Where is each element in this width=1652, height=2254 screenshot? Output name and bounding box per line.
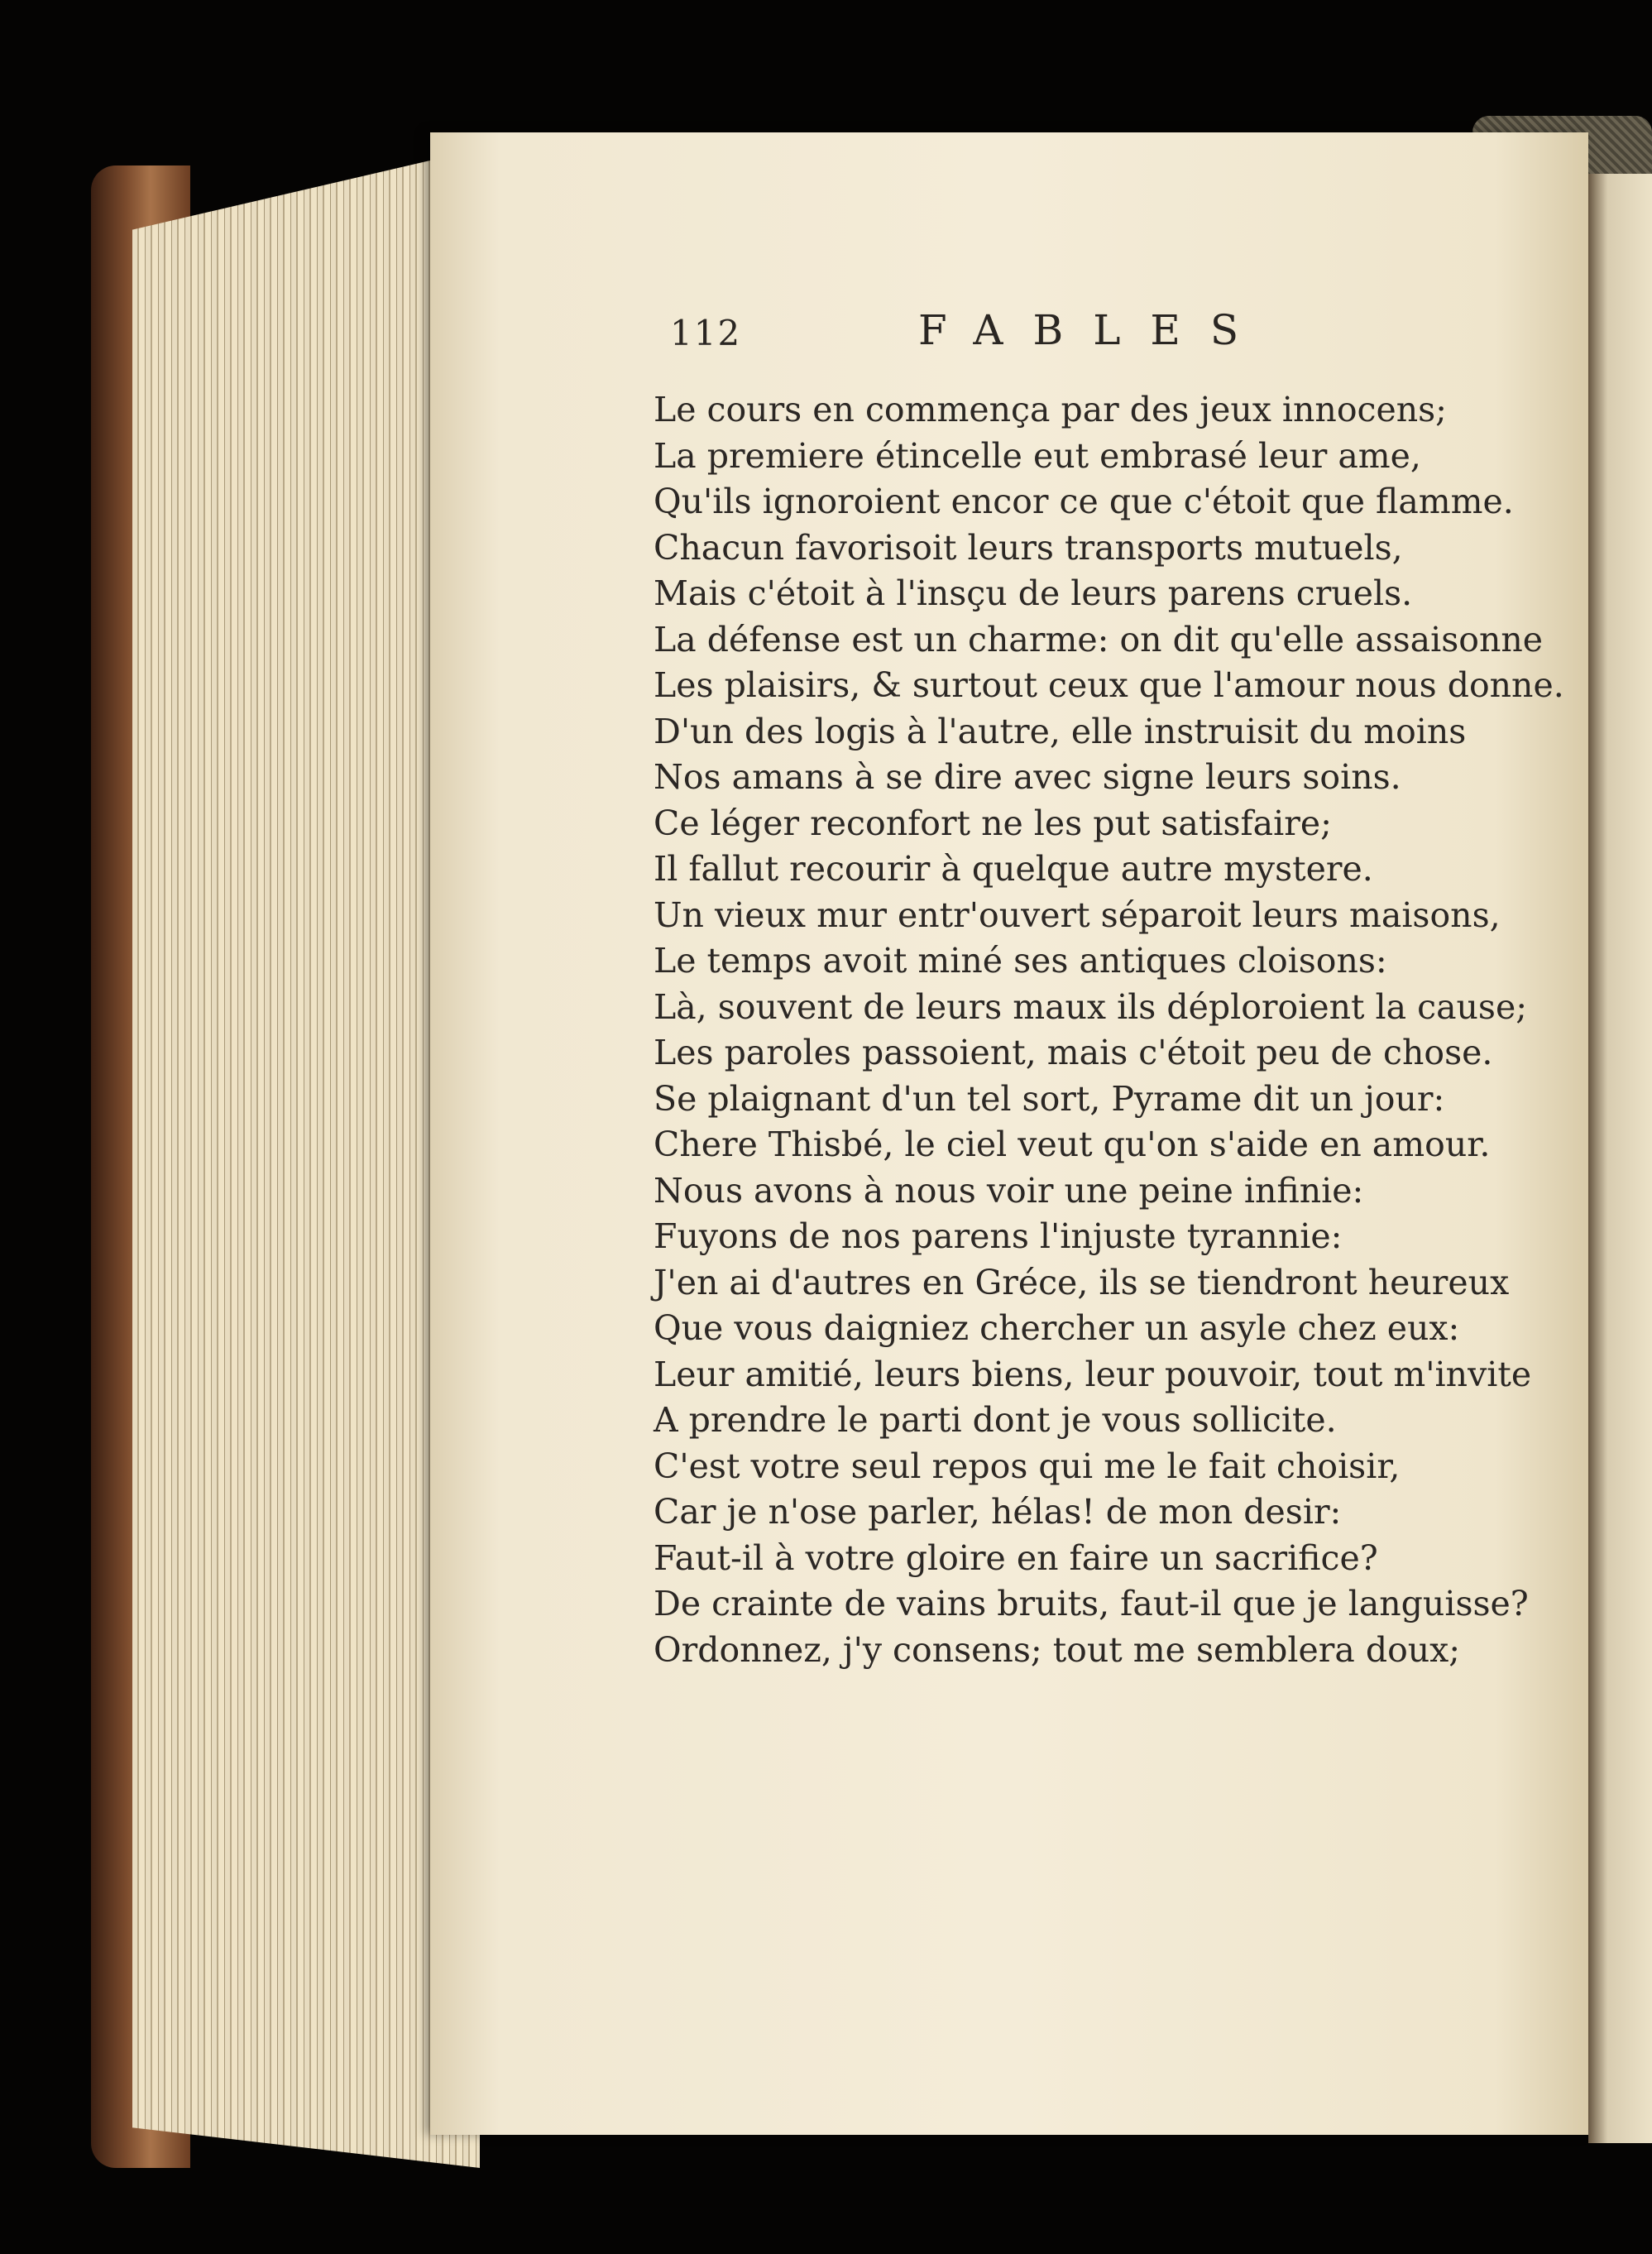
verse-line: Faut-il à votre gloire en faire un sacrifice? <box>654 1537 1378 1578</box>
verse-line: Les plaisirs, & surtout ceux que l'amour nous donne. <box>654 665 1564 705</box>
page-edges <box>132 149 480 2168</box>
verse-line: Ce léger reconfort ne les put satisfaire; <box>654 803 1332 843</box>
verse-line: Fuyons de nos parens l'injuste tyrannie: <box>654 1216 1343 1256</box>
verse-line: Un vieux mur entr'ouvert séparoit leurs maisons, <box>654 894 1501 935</box>
verse-line: Nos amans à se dire avec signe leurs soins. <box>654 757 1401 797</box>
verse-line: D'un des logis à l'autre, elle instruisit du moins <box>654 711 1467 751</box>
verse-line: Nous avons à nous voir une peine infinie: <box>654 1170 1364 1211</box>
verse-line: A prendre le parti dont je vous sollicite. <box>654 1400 1337 1440</box>
page-number: 112 <box>670 313 742 353</box>
verse-line: Se plaignant d'un tel sort, Pyrame dit un jour: <box>654 1078 1445 1119</box>
verse-line: Mais c'étoit à l'insçu de leurs parens cruels. <box>654 573 1413 613</box>
verse-line: Chere Thisbé, le ciel veut qu'on s'aide en amour. <box>654 1125 1491 1164</box>
running-title: FABLES <box>918 306 1269 354</box>
verse-line: J'en ai d'autres en Gréce, ils se tiendront heureux <box>654 1262 1510 1302</box>
verse-line: Car je n'ose parler, hélas! de mon desir: <box>654 1492 1342 1532</box>
verse-line: Leur amitié, leurs biens, leur pouvoir, tout m'invite <box>654 1354 1532 1394</box>
verse-line: De crainte de vains bruits, faut-il que je languisse? <box>654 1584 1529 1623</box>
verse-line: Ordonnez, j'y consens; tout me semblera doux; <box>654 1629 1461 1670</box>
verse-line: La premiere étincelle eut embrasé leur ame, <box>654 435 1421 476</box>
verse-line: Chacun favorisoit leurs transports mutuels, <box>654 527 1403 568</box>
verse-line: Les paroles passoient, mais c'étoit peu de chose. <box>654 1033 1493 1072</box>
verse-line: Le cours en commença par des jeux innocens; <box>654 390 1447 429</box>
verse-line: Là, souvent de leurs maux ils déploroient la cause; <box>654 986 1528 1027</box>
verse-line: Qu'ils ignoroient encor ce que c'étoit que flamme. <box>654 482 1514 521</box>
verse-line: La défense est un charme: on dit qu'elle assaisonne <box>654 619 1544 659</box>
verse-line: Le temps avoit miné ses antiques cloisons: <box>654 941 1387 981</box>
verse-line: Que vous daigniez chercher un asyle chez eux: <box>654 1308 1460 1348</box>
page-header <box>670 306 1299 364</box>
facing-page-edge <box>1588 174 1652 2143</box>
verse-line: Il fallut recourir à quelque autre mystere. <box>654 849 1373 889</box>
verse-text <box>654 387 1564 1673</box>
verse-line: C'est votre seul repos qui me le fait choisir, <box>654 1446 1401 1486</box>
